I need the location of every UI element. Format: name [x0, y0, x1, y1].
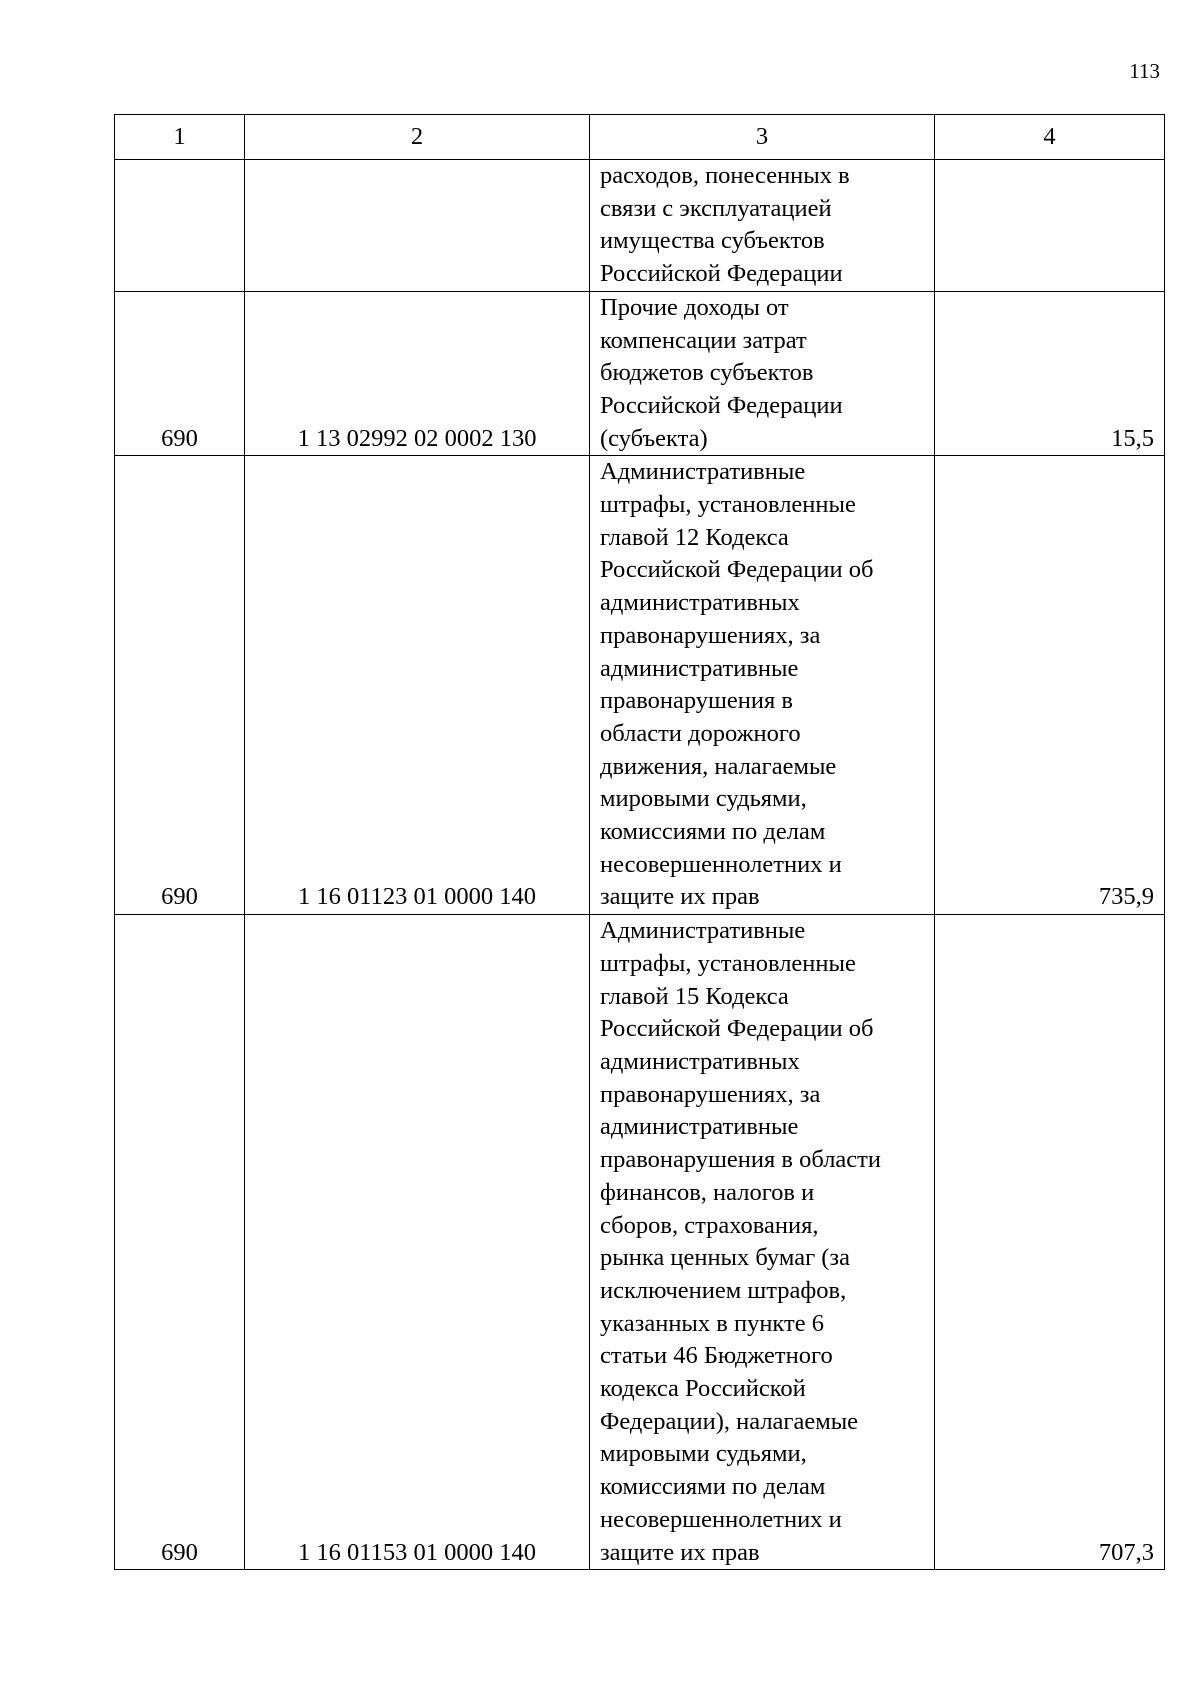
revenue-name-cell: Административные штрафы, установленные главой 12 Кодекса Российской Федерации об административных правонарушениях, за административные правонарушения в области дорожного движения, налагаемые мировыми судьями, комиссиями по делам несовершеннолетних и защите их прав [590, 456, 935, 915]
column-header-3: 3 [590, 115, 935, 160]
table-header-row [115, 115, 1165, 160]
admin-code-cell: 690 [115, 291, 245, 456]
revenue-name-cell: Административные штрафы, установленные главой 15 Кодекса Российской Федерации об административных правонарушениях, за административные правонарушения в области финансов, налогов и сборов, страхования, рынка ценных бумаг (за исключением штрафов, указанных в пункте 6 статьи 46 Бюджетного кодекса Российской Федерации), налагаемые мировыми судьями, комиссиями по делам несовершеннолетних и защите их прав [590, 915, 935, 1570]
admin-code-cell: 690 [115, 915, 245, 1570]
amount-cell: 735,9 [935, 456, 1165, 915]
column-header-1: 1 [115, 115, 245, 160]
table-row [115, 456, 1165, 915]
amount-cell: 15,5 [935, 291, 1165, 456]
amount-cell [935, 160, 1165, 292]
table-row [115, 915, 1165, 1570]
admin-code-cell: 690 [115, 456, 245, 915]
admin-code-cell [115, 160, 245, 292]
table-row [115, 160, 1165, 292]
column-header-4: 4 [935, 115, 1165, 160]
page-number: 113 [1129, 59, 1160, 83]
budget-code-cell [245, 160, 590, 292]
budget-code-cell: 1 16 01123 01 0000 140 [245, 456, 590, 915]
budget-table [114, 114, 1165, 1570]
column-header-2: 2 [245, 115, 590, 160]
table-row [115, 291, 1165, 456]
revenue-name-cell: Прочие доходы от компенсации затрат бюджетов субъектов Российской Федерации (субъекта) [590, 291, 935, 456]
revenue-name-cell: расходов, понесенных в связи с эксплуатацией имущества субъектов Российской Федерации [590, 160, 935, 292]
budget-code-cell: 1 16 01153 01 0000 140 [245, 915, 590, 1570]
budget-code-cell: 1 13 02992 02 0002 130 [245, 291, 590, 456]
amount-cell: 707,3 [935, 915, 1165, 1570]
